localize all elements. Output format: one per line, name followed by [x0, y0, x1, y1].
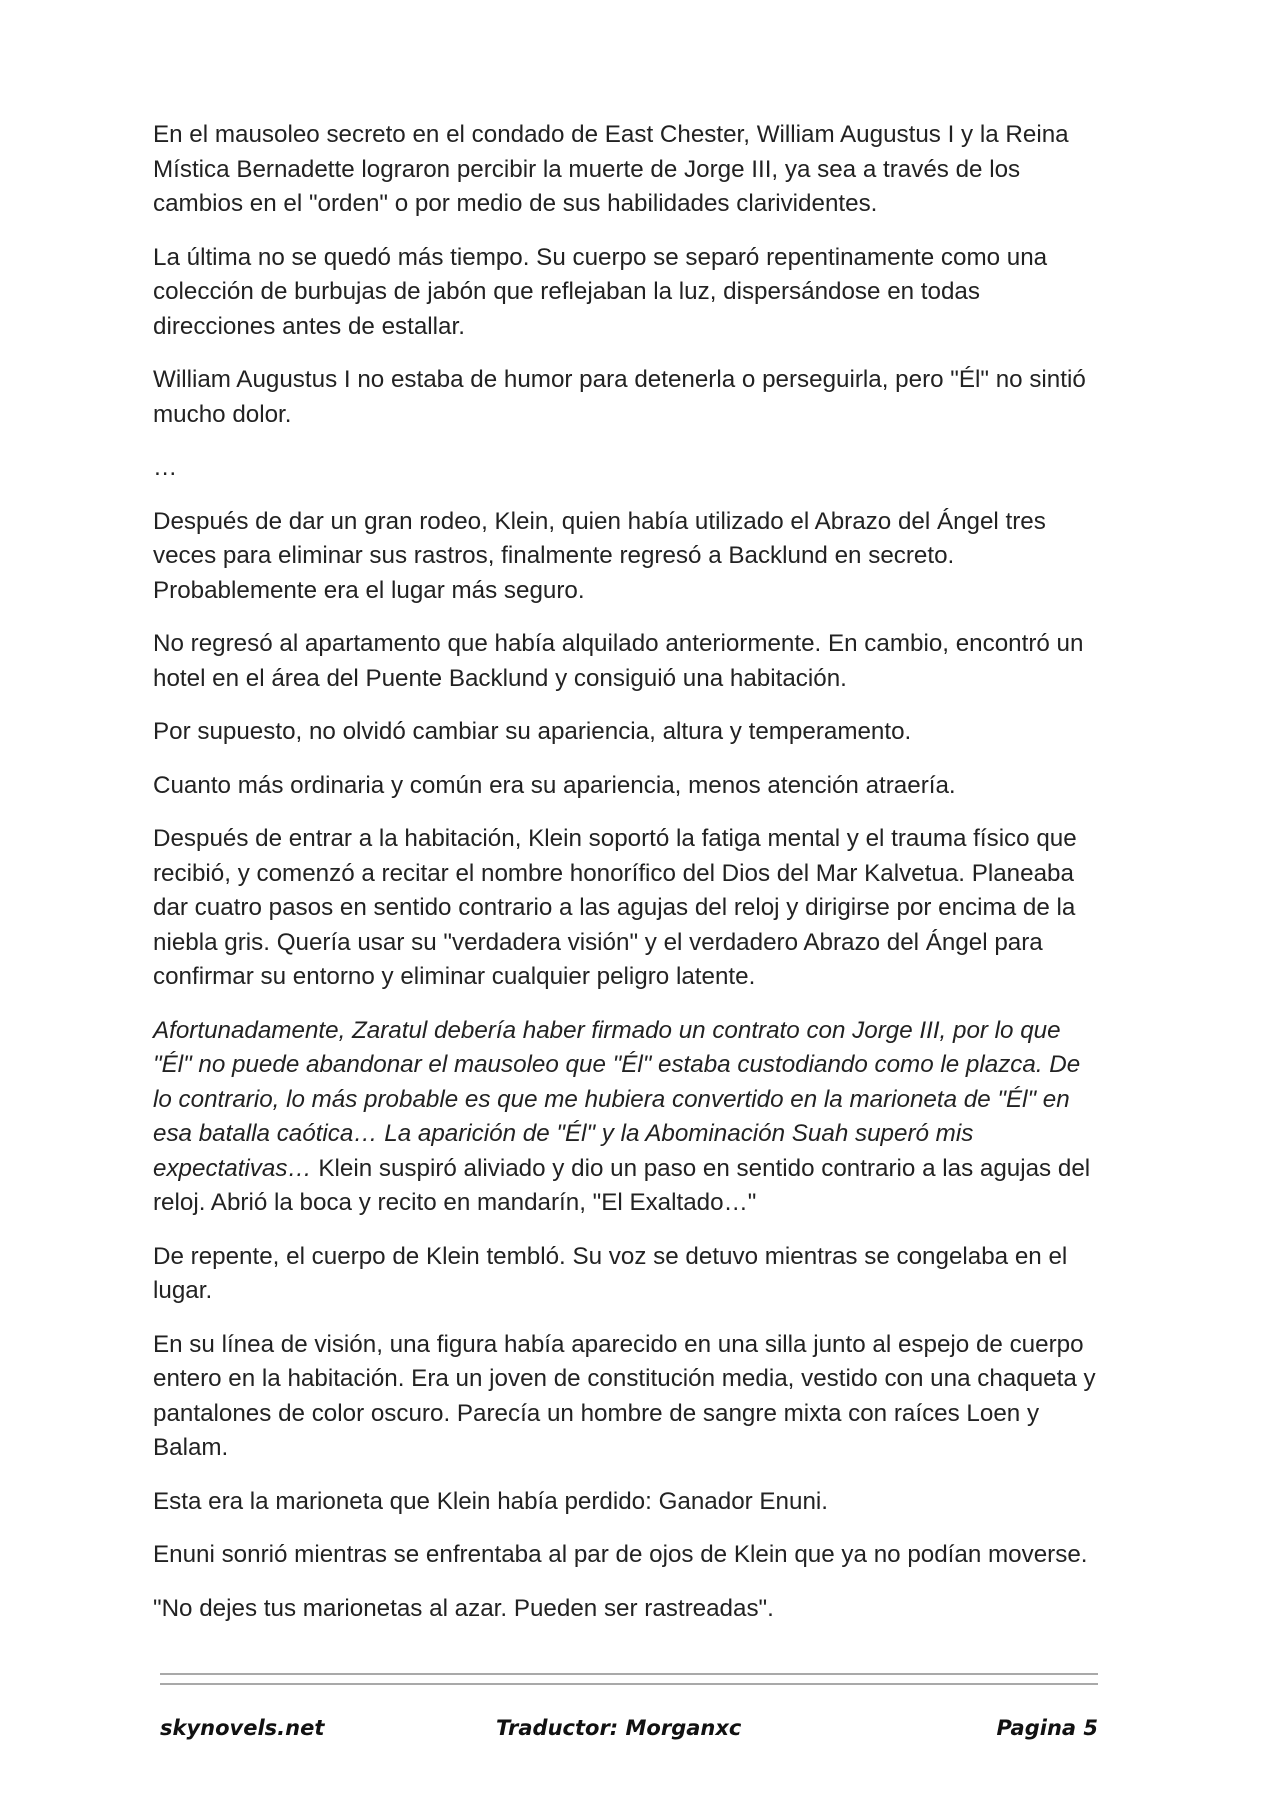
paragraph: William Augustus I no estaba de humor para detenerla o perseguirla, pero "Él" no sintió mucho dolor.	[153, 366, 1086, 428]
footer-divider-top	[160, 1673, 1098, 1675]
scene-break: …	[153, 454, 178, 481]
paragraph: Por supuesto, no olvidó cambiar su apariencia, altura y temperamento.	[153, 718, 912, 745]
footer-translator: Traductor: Morganxc	[496, 1716, 742, 1740]
paragraph: Cuanto más ordinaria y común era su apariencia, menos atención atraería.	[153, 771, 956, 799]
paragraph-inner-thought	[153, 1014, 1103, 1221]
inner-thought-text: Afortunadamente, Zaratul debería haber firmado un contrato con Jorge III, por lo que "Él" no puede abandonar el mausoleo que "Él" estaba custodiando como le plazca. De lo contrario, lo más probable es que me hubiera convertido en la marioneta de "Él" en esa batalla caótica… La aparición de "Él" y la Abominación Suah superó mis expectativas…	[153, 1016, 1081, 1182]
narration-text: Klein suspiró aliviado y dio un paso en sentido contrario a las agujas del reloj. Abrió la boca y recito en mandarín, "El Exaltado…"	[153, 1154, 1091, 1216]
chapter-body	[153, 118, 1103, 1645]
paragraph: De repente, el cuerpo de Klein tembló. Su voz se detuvo mientras se congelaba en el lugar.	[153, 1242, 1068, 1304]
paragraph: La última no se quedó más tiempo. Su cuerpo se separó repentinamente como una colección de burbujas de jabón que reflejaban la luz, dispersándose en todas direcciones antes de estallar.	[153, 243, 1048, 340]
footer-site: skynovels.net	[160, 1716, 325, 1740]
paragraph: En su línea de visión, una figura había aparecido en una silla junto al espejo de cuerpo entero en la habitación. Era un joven de constitución media, vestido con una chaqueta y pantalones de color oscuro. Parecía un hombre de sangre mixta con raíces Loen y Balam.	[153, 1330, 1096, 1461]
paragraph: Enuni sonrió mientras se enfrentaba al par de ojos de Klein que ya no podían moverse.	[153, 1541, 1088, 1568]
paragraph: Después de entrar a la habitación, Klein soportó la fatiga mental y el trauma físico que recibió, y comenzó a recitar el nombre honorífico del Dios del Mar Kalvetua. Planeaba dar cuatro pasos en sentido contrario a las agujas del reloj y dirigirse por encima de la niebla gris. Quería usar su "verdadera visión" y el verdadero Abrazo del Ángel para confirmar su entorno y eliminar cualquier peligro latente.	[153, 825, 1077, 990]
page-footer	[160, 1716, 1098, 1746]
paragraph: No regresó al apartamento que había alquilado anteriormente. En cambio, encontró un hotel en el área del Puente Backlund y consiguió una habitación.	[153, 630, 1084, 692]
paragraph: "No dejes tus marionetas al azar. Pueden ser rastreadas".	[153, 1594, 774, 1622]
paragraph: En el mausoleo secreto en el condado de East Chester, William Augustus I y la Reina Mística Bernadette lograron percibir la muerte de Jorge III, ya sea a través de los cambios en el "orden" o por medio de sus habilidades clarividentes.	[153, 121, 1069, 217]
footer-divider-bottom	[160, 1683, 1098, 1685]
paragraph: Esta era la marioneta que Klein había perdido: Ganador Enuni.	[153, 1487, 829, 1515]
paragraph: Después de dar un gran rodeo, Klein, quien había utilizado el Abrazo del Ángel tres veces para eliminar sus rastros, finalmente regresó a Backlund en secreto. Probablemente era el lugar más seguro.	[153, 507, 1046, 604]
footer-page-number: Pagina 5	[996, 1716, 1098, 1740]
